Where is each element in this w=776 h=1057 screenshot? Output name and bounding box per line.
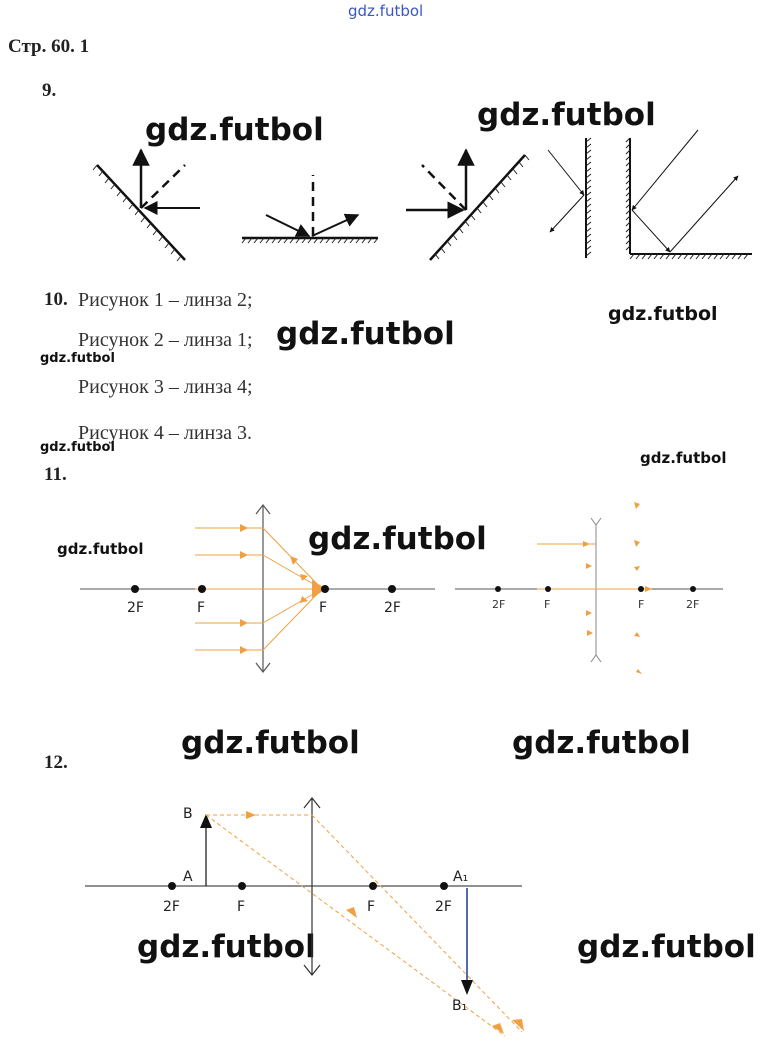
task-11-right-diagram <box>455 502 723 674</box>
watermark: gdz.futbol <box>181 725 360 761</box>
watermark: gdz.futbol <box>137 929 316 965</box>
label-point-b: B <box>183 806 193 822</box>
watermark: gdz.futbol <box>608 303 718 325</box>
task-9-fig-4 <box>548 130 752 259</box>
task-10-line-4: Рисунок 4 – линза 3. <box>78 422 253 444</box>
label-f: F <box>319 600 328 616</box>
label-f: F <box>197 600 206 616</box>
watermark: gdz.futbol <box>40 351 115 366</box>
task-9-fig-2 <box>242 175 378 243</box>
label-point-b1: B₁ <box>452 998 468 1014</box>
label-point-a1: A₁ <box>453 869 469 885</box>
watermark: gdz.futbol <box>640 449 727 467</box>
task-9-fig-3 <box>406 150 529 260</box>
watermark: gdz.futbol <box>477 97 656 133</box>
label-point-a: A <box>183 869 193 885</box>
watermark: gdz.futbol <box>512 725 691 761</box>
task-10-line-2: Рисунок 2 – линза 1; <box>78 329 253 351</box>
watermark: gdz.futbol <box>40 440 115 455</box>
label-f: F <box>638 598 645 611</box>
label-2f: 2F <box>492 598 506 611</box>
task-9-fig-1 <box>93 150 200 261</box>
task-10-number: 10. <box>44 289 68 310</box>
lens-bottom-notch <box>591 655 601 662</box>
task-12-number: 12. <box>44 752 68 773</box>
page-header: Стр. 60. 1 <box>8 36 90 57</box>
label-f: F <box>544 598 551 611</box>
label-2f: 2F <box>384 600 401 616</box>
label-2f: 2F <box>127 600 144 616</box>
task-10-line-1: Рисунок 1 – линза 2; <box>78 289 253 311</box>
task-11-number: 11. <box>44 464 67 485</box>
task-12-diagram <box>85 798 524 1036</box>
label-f-left: F <box>237 899 246 915</box>
task-10-line-3: Рисунок 3 – линза 4; <box>78 376 253 398</box>
label-2f-left: 2F <box>163 899 180 915</box>
label-f-right: F <box>367 899 376 915</box>
lens-top-notch <box>591 518 601 525</box>
watermark: gdz.futbol <box>577 929 756 965</box>
task-11-left-diagram <box>80 505 435 672</box>
task-9-number: 9. <box>42 80 57 101</box>
label-2f-right: 2F <box>435 899 452 915</box>
watermark: gdz.futbol <box>276 316 455 352</box>
watermark: gdz.futbol <box>308 521 487 557</box>
watermark-link-top[interactable]: gdz.futbol <box>348 2 424 20</box>
label-2f: 2F <box>686 598 700 611</box>
watermark: gdz.futbol <box>145 112 324 148</box>
watermark: gdz.futbol <box>57 540 144 558</box>
